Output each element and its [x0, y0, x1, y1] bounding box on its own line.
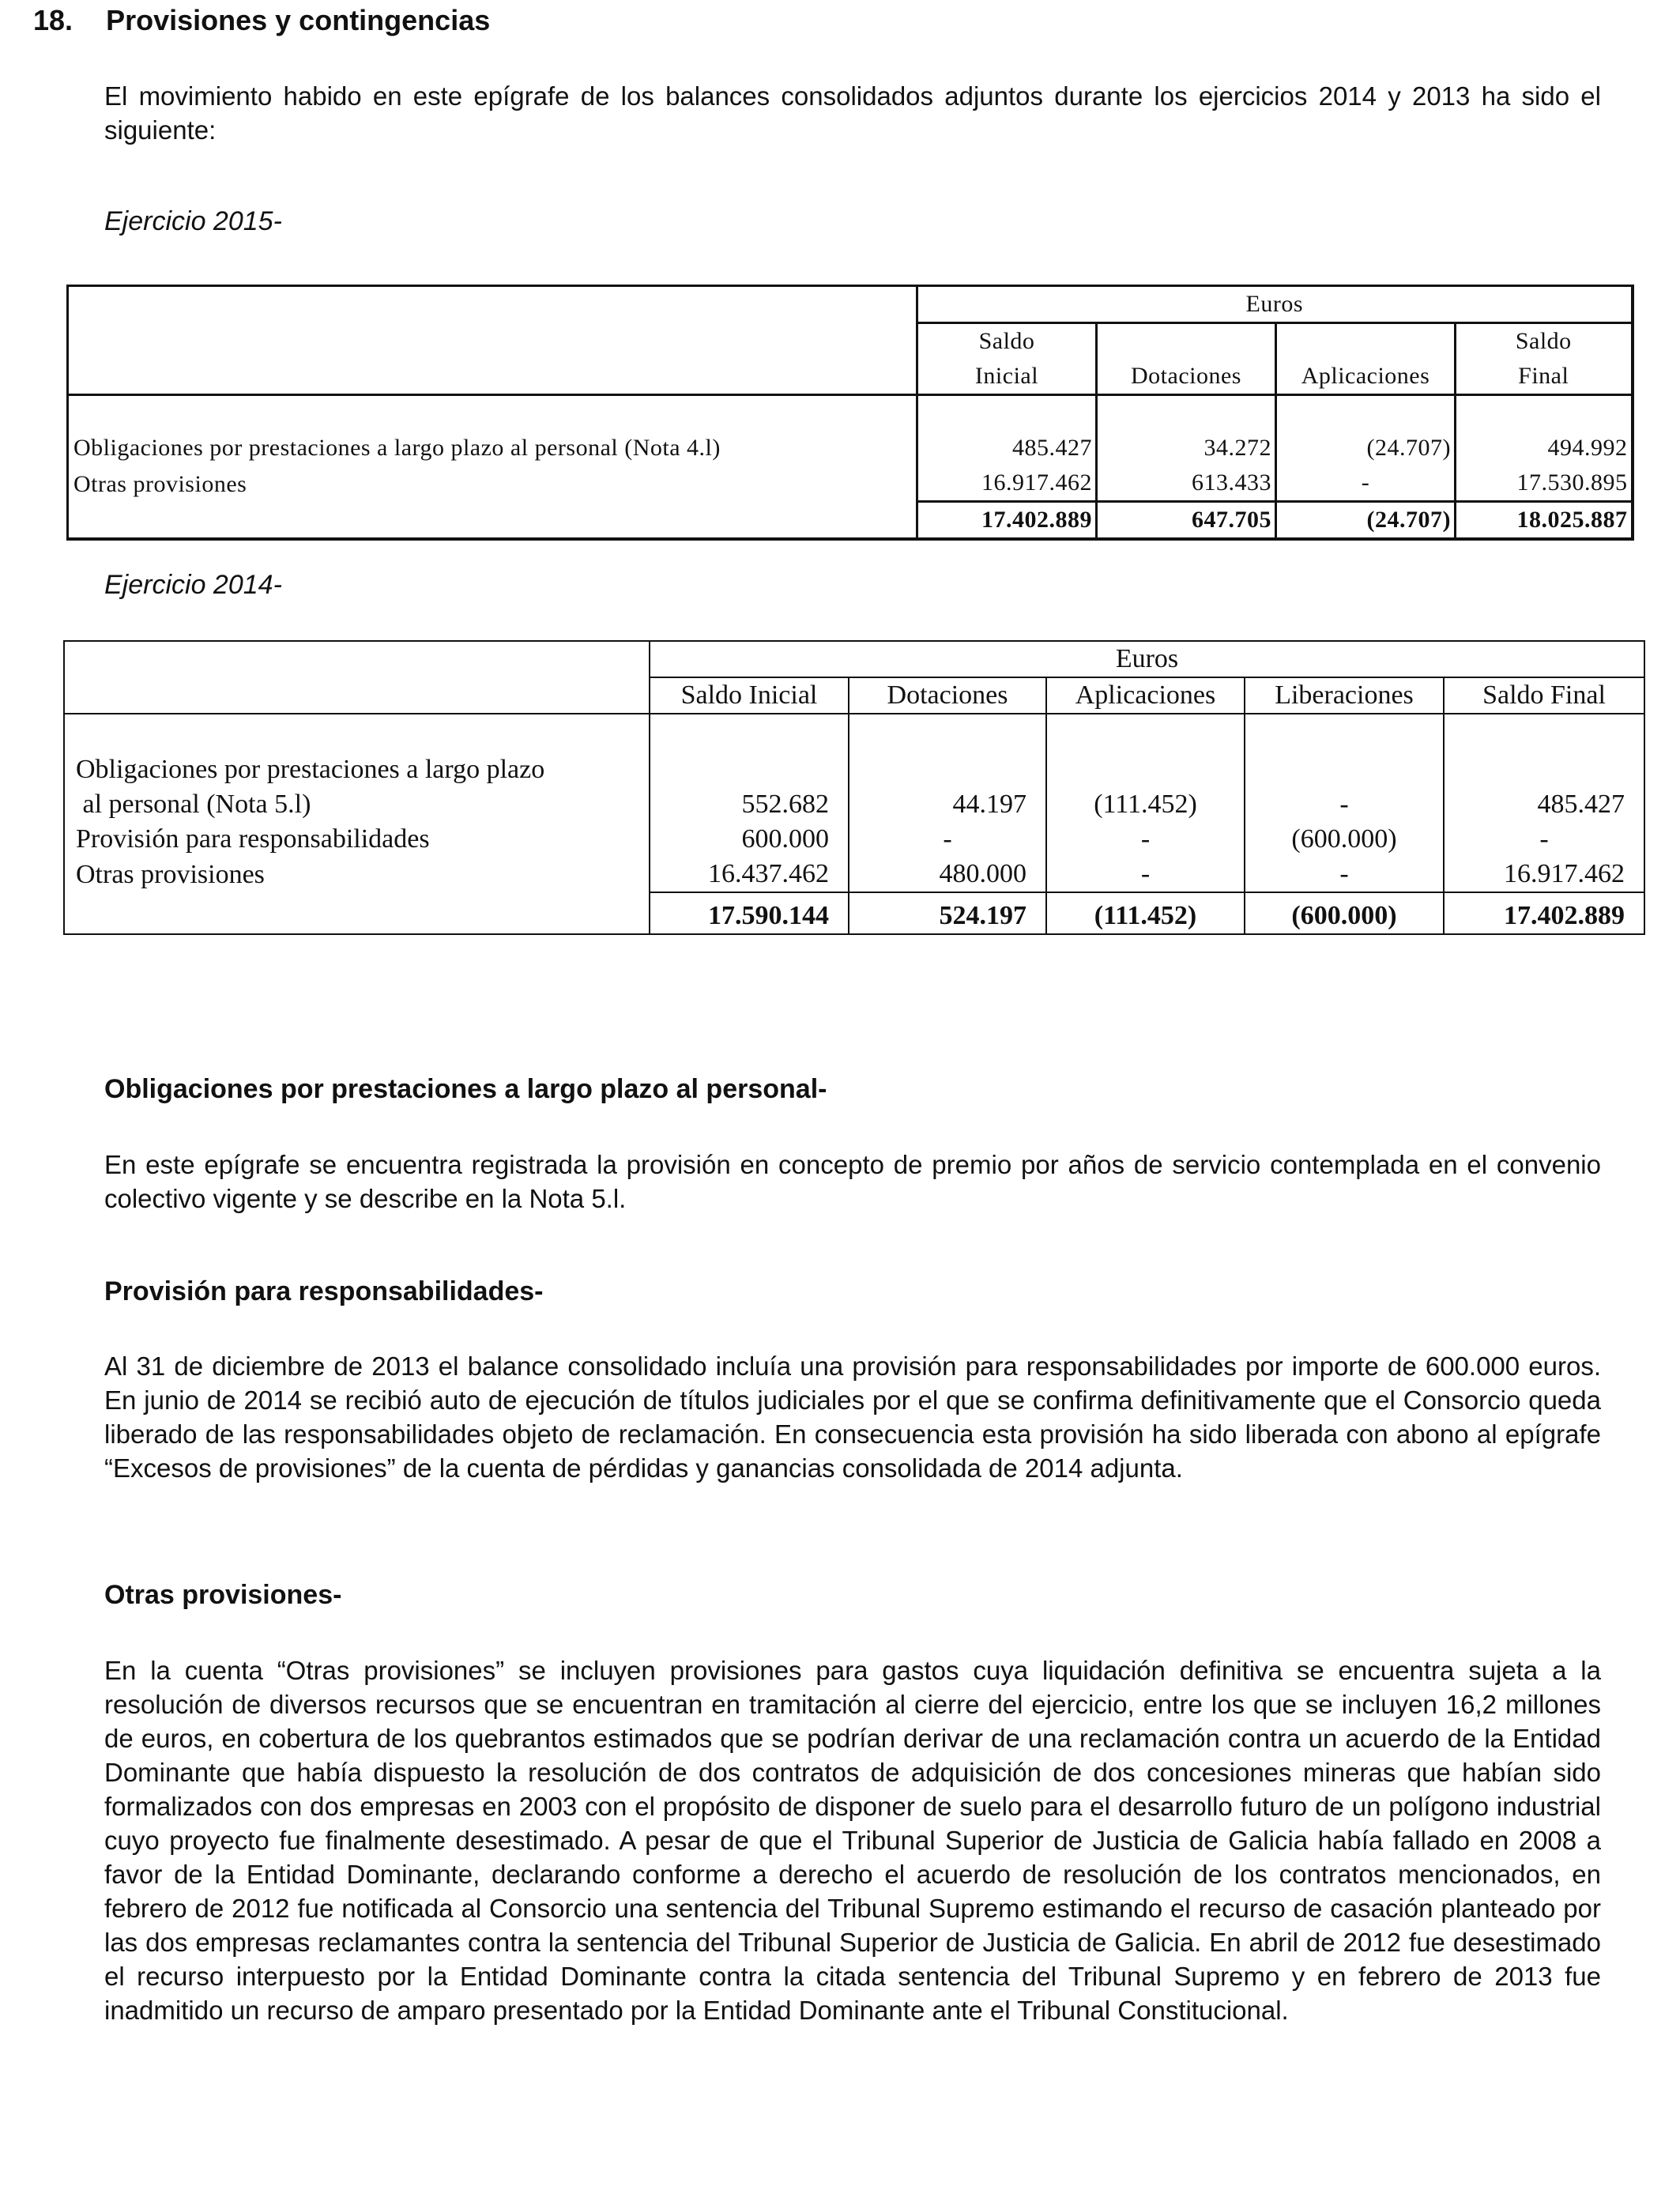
row-label: Otras provisiones: [64, 857, 650, 892]
cell-saldo-final: 17.530.895: [1456, 466, 1633, 502]
currency-header: Euros: [917, 286, 1633, 323]
paragraph-responsabilidades: Al 31 de diciembre de 2013 el balance consolidado incluía una provisión para responsabilidades por importe de 600.000 euros. En junio de 2014 se recibió auto de ejecución de títulos judiciales por el que se confirma definitivamente que el Consorcio queda liberado de las responsabilidades objeto de reclamación. En consecuencia esta provisión ha sido liberada con abono al epígrafe “Excesos de provisiones” de la cuenta de pérdidas y ganancias consolidada de 2014 adjunta.: [104, 1351, 1601, 1483]
row-label: al personal (Nota 5.l): [64, 787, 650, 822]
cell-dotaciones: 613.433: [1097, 466, 1276, 502]
table-row: [64, 787, 1644, 822]
cell-saldo-final: -: [1444, 822, 1644, 857]
header-saldo-final: Saldo: [1456, 323, 1633, 360]
table-row: [68, 431, 1633, 466]
header-saldo-inicial: Saldo: [917, 323, 1097, 360]
table-row: [68, 466, 1633, 502]
cell-saldo-inicial: 16.917.462: [917, 466, 1097, 502]
cell-aplicaciones: -: [1046, 857, 1245, 892]
row-label: Otras provisiones: [68, 466, 917, 502]
header-saldo-final-2: Final: [1456, 359, 1633, 395]
section-number: 18.: [33, 4, 73, 36]
header-saldo-inicial-2: Inicial: [917, 359, 1097, 395]
table-2015: [66, 285, 1634, 541]
total-aplicaciones: (111.452): [1046, 892, 1245, 934]
heading-obligaciones: Obligaciones por prestaciones a largo plazo al personal-: [104, 1074, 827, 1104]
paragraph-obligaciones: En este epígrafe se encuentra registrada la provisión en concepto de premio por años de servicio contemplada en el convenio colectivo vigente y se describe en la Nota 5.l.: [104, 1150, 1601, 1213]
table-2014: [63, 640, 1645, 935]
total-saldo-inicial: 17.402.889: [917, 502, 1097, 540]
cell-saldo-final: 494.992: [1456, 431, 1633, 466]
caption-2015: Ejercicio 2015-: [104, 206, 282, 236]
cell-saldo-final: 485.427: [1444, 787, 1644, 822]
cell-saldo-inicial: 485.427: [917, 431, 1097, 466]
cell-saldo-inicial: 552.682: [650, 787, 849, 822]
header-aplicaciones: Aplicaciones: [1046, 677, 1245, 714]
caption-2014: Ejercicio 2014-: [104, 570, 282, 600]
row-label: Obligaciones por prestaciones a largo plazo: [64, 752, 650, 787]
row-label: Provisión para responsabilidades: [64, 822, 650, 857]
cell-dotaciones: 34.272: [1097, 431, 1276, 466]
total-row: [68, 502, 1633, 540]
cell-aplicaciones: -: [1046, 822, 1245, 857]
cell-liberaciones: -: [1245, 857, 1444, 892]
header-saldo-inicial: Saldo Inicial: [650, 677, 849, 714]
cell-saldo-inicial: 600.000: [650, 822, 849, 857]
cell-dotaciones: 480.000: [849, 857, 1046, 892]
header-dotaciones: Dotaciones: [1097, 359, 1276, 395]
cell-aplicaciones: (111.452): [1046, 787, 1245, 822]
total-aplicaciones: (24.707): [1276, 502, 1456, 540]
cell-aplicaciones: -: [1276, 466, 1456, 502]
row-label: Obligaciones por prestaciones a largo plazo al personal (Nota 4.l): [68, 431, 917, 466]
cell-saldo-inicial: 16.437.462: [650, 857, 849, 892]
paragraph-otras-provisiones: En la cuenta “Otras provisiones” se incluyen provisiones para gastos cuya liquidación definitiva se encuentra sujeta a la resolución de diversos recursos que se encuentran en tramitación al cierre del ejercicio, entre los que se incluyen 16,2 millones de euros, en cobertura de los quebrantos estimados que se podrían derivar de una reclamación contra un acuerdo de la Entidad Dominante que había dispuesto la resolución de dos contratos de adquisición de dos concesiones mineras que habían sido formalizados con dos empresas en 2003 con el propósito de disponer de suelo para el desarrollo futuro de un polígono industrial cuyo proyecto fue finalmente desestimado. A pesar de que el Tribunal Superior de Justicia de Galicia había fallado en 2008 a favor de la Entidad Dominante, declarando conforme a derecho el acuerdo de resolución de los contratos mencionados, en febrero de 2012 fue notificada al Consorcio una sentencia del Tribunal Supremo estimando el recurso de casación planteado por las dos empresas reclamantes contra la sentencia del Tribunal Superior de Justicia de Galicia. En abril de 2012 fue desestimado el recurso interpuesto por la Entidad Dominante contra la citada sentencia del Tribunal Supremo y en febrero de 2013 fue inadmitido un recurso de amparo presentado por la Entidad Dominante ante el Tribunal Constitucional.: [104, 1656, 1601, 2025]
total-saldo-final: 18.025.887: [1456, 502, 1633, 540]
table-row: [64, 857, 1644, 892]
cell-dotaciones: -: [849, 822, 1046, 857]
header-liberaciones: Liberaciones: [1245, 677, 1444, 714]
cell-aplicaciones: (24.707): [1276, 431, 1456, 466]
heading-otras-provisiones: Otras provisiones-: [104, 1580, 342, 1610]
heading-responsabilidades: Provisión para responsabilidades-: [104, 1276, 544, 1306]
total-saldo-inicial: 17.590.144: [650, 892, 849, 934]
section-heading: [33, 3, 490, 38]
section-title: Provisiones y contingencias: [106, 4, 491, 36]
cell-dotaciones: 44.197: [849, 787, 1046, 822]
header-saldo-final: Saldo Final: [1444, 677, 1644, 714]
cell-saldo-final: 16.917.462: [1444, 857, 1644, 892]
total-saldo-final: 17.402.889: [1444, 892, 1644, 934]
header-aplicaciones: Aplicaciones: [1276, 359, 1456, 395]
table-row: [64, 822, 1644, 857]
cell-liberaciones: (600.000): [1245, 822, 1444, 857]
total-row: [64, 892, 1644, 934]
header-dotaciones: Dotaciones: [849, 677, 1046, 714]
total-liberaciones: (600.000): [1245, 892, 1444, 934]
currency-header: Euros: [650, 641, 1644, 677]
intro-paragraph: El movimiento habido en este epígrafe de los balances consolidados adjuntos durante los ejercicios 2014 y 2013 ha sido el siguiente:: [104, 81, 1601, 145]
cell-liberaciones: -: [1245, 787, 1444, 822]
total-dotaciones: 524.197: [849, 892, 1046, 934]
total-dotaciones: 647.705: [1097, 502, 1276, 540]
